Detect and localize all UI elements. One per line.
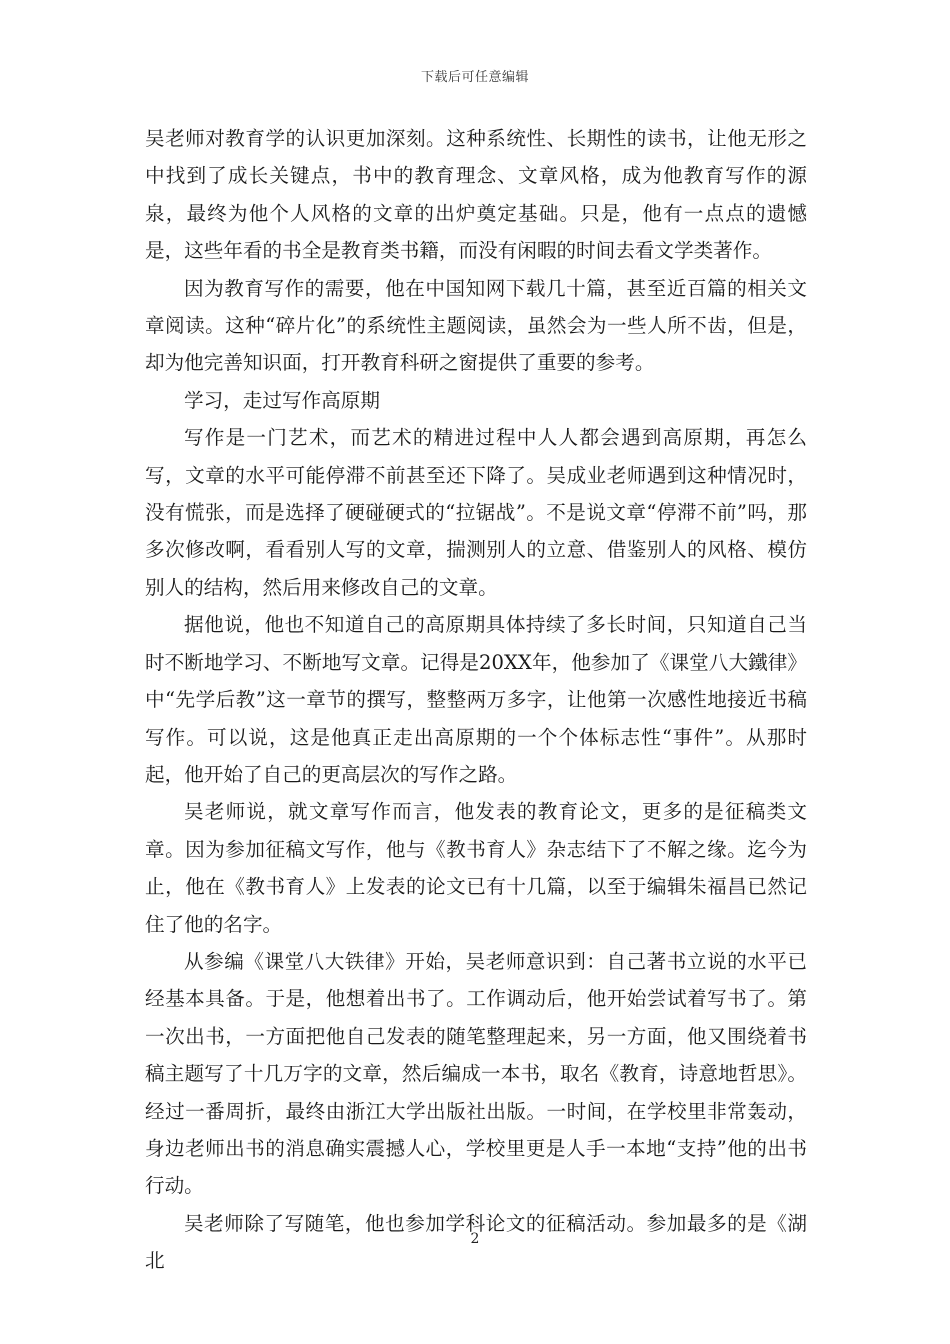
paragraph-4: 据他说，他也不知道自己的高原期具体持续了多长时间，只知道自己当时不断地学习、不断地写文章。记得是20XX年，他参加了《课堂八大鐵律》中“先学后教”这一章节的撰写，整整两万多字，让他第一次感性地接近书稿写作。可以说，这是他真正走出高原期的一个个体标志性“事件”。从那时起，他开始了自己的更高层次的写作之路。 bbox=[145, 613, 807, 786]
page-header: 下载后可任意编辑 bbox=[420, 70, 529, 85]
paragraph-6: 从参编《课堂八大铁律》开始，吴老师意识到：自己著书立说的水平已经基本具备。于是，他想着出书了。工作调动后，他开始尝试着写书了。第一次出书，一方面把他自己发表的随笔整理起来，另一方面，他又围绕着书稿主题写了十几万字的文章，然后编成一本书，取名《教育，诗意地哲思》。经过一番周折，最终由浙江大学出版社出版。一时间，在学校里非常轰动，身边老师出书的消息确实震撼人心，学校里更是人手一本地“支持”他的出书行动。 bbox=[145, 949, 807, 1198]
paragraph-7: 吴老师除了写随笔，他也参加学科论文的征稿活动。参加最多的是《湖北 bbox=[145, 1211, 807, 1273]
section-heading: 学习，走过写作高原期 bbox=[184, 388, 380, 412]
page-number: 2 bbox=[470, 1231, 480, 1247]
paragraph-2: 因为教育写作的需要，他在中国知网下载几十篇，甚至近百篇的相关文章阅读。这种“碎片化”的系统性主题阅读，虽然会为一些人所不齿，但是，却为他完善知识面，打开教育科研之窗提供了重要的参考。 bbox=[145, 276, 807, 375]
paragraph-3: 写作是一门艺术，而艺术的精进过程中人人都会遇到高原期，再怎么写，文章的水平可能停滞不前甚至还下降了。吴成业老师遇到这种情况时，没有慌张，而是选择了硬碰硬式的“拉锯战”。不是说文章“停滞不前”吗，那多次修改啊，看看别人写的文章，揣测别人的立意、借鉴别人的风格、模仿别人的结构，然后用来修改自己的文章。 bbox=[145, 426, 807, 599]
paragraph-5: 吴老师说，就文章写作而言，他发表的教育论文，更多的是征稿类文章。因为参加征稿文写作，他与《教书育人》杂志结下了不解之缘。迄今为止，他在《教书育人》上发表的论文已有十几篇，以至于编辑朱福昌已然记住了他的名字。 bbox=[145, 800, 807, 936]
paragraph-1: 吴老师对教育学的认识更加深刻。这种系统性、长期性的读书，让他无形之中找到了成长关键点，书中的教育理念、文章风格，成为他教育写作的源泉，最终为他个人风格的文章的出炉奠定基础。只是，他有一点点的遗憾是，这些年看的书全是教育类书籍，而没有闲暇的时间去看文学类著作。 bbox=[145, 127, 807, 263]
document-body bbox=[145, 120, 807, 1280]
